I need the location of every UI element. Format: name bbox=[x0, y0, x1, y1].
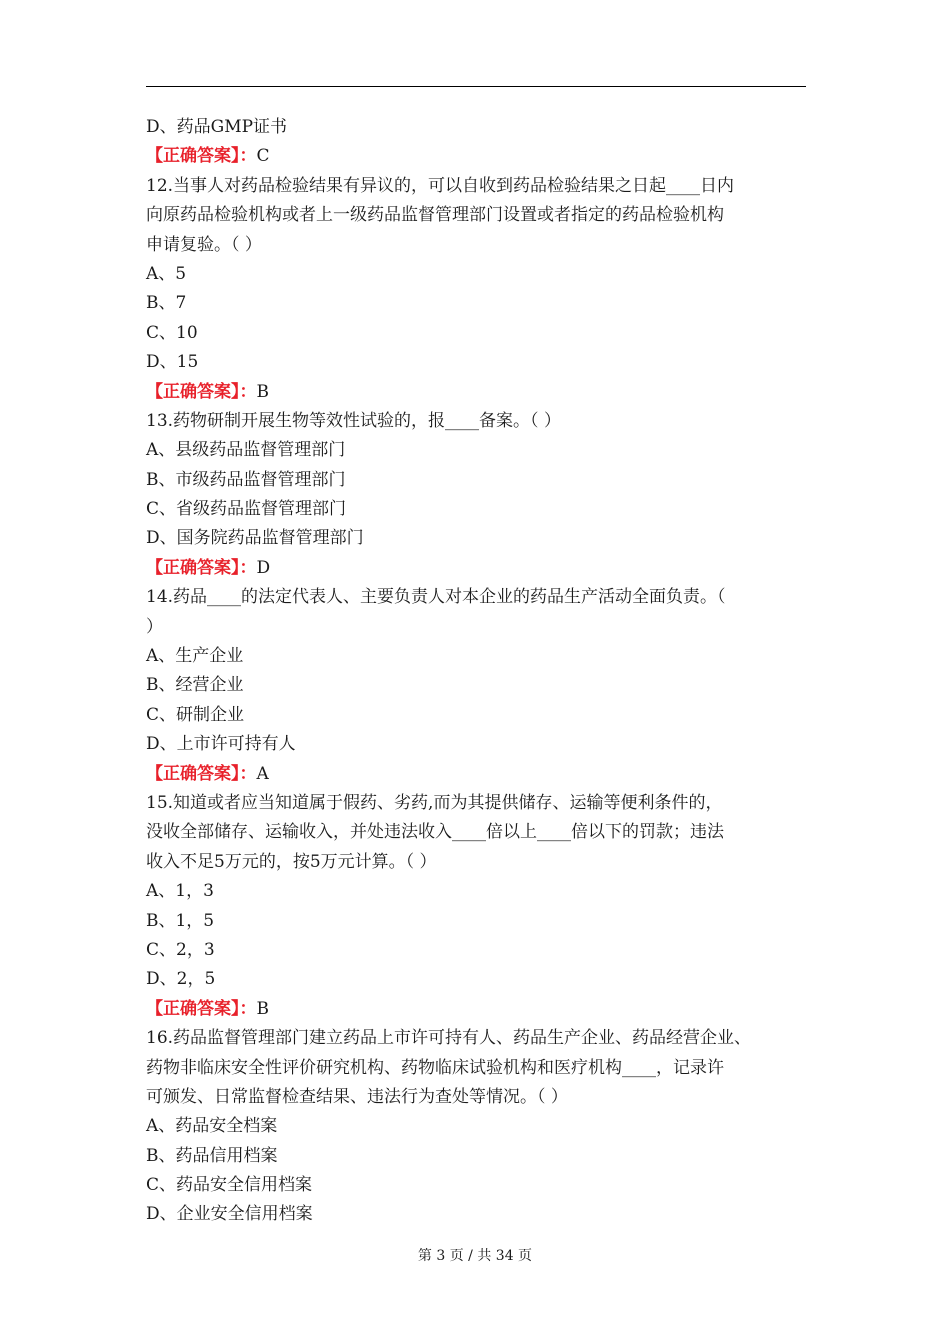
text-line: C、10 bbox=[146, 322, 198, 343]
text-line: 申请复验。（ ） bbox=[146, 234, 262, 255]
answer-label: 【正确答案】： bbox=[146, 998, 257, 1019]
text-line: B、市级药品监督管理部门 bbox=[146, 469, 346, 490]
header-rule bbox=[146, 86, 806, 87]
text-line: D、药品GMP证书 bbox=[146, 117, 288, 137]
text-line: 13.药物研制开展生物等效性试验的，报____备案。（ ） bbox=[146, 410, 561, 431]
text-line: 药物非临床安全性评价研究机构、药物临床试验机构和医疗机构____，记录许 bbox=[146, 1057, 724, 1078]
answer-value: C bbox=[256, 146, 270, 167]
correct-answer-line bbox=[146, 760, 816, 789]
text-line: 没收全部储存、运输收入，并处违法收入____倍以上____倍以下的罚款；违法 bbox=[146, 822, 724, 843]
text-line: ） bbox=[146, 616, 163, 637]
text-line: D、上市许可持有人 bbox=[146, 734, 296, 755]
text-line: 可颁发、日常监督检查结果、违法行为查处等情况。（ ） bbox=[146, 1086, 568, 1107]
text-line: D、15 bbox=[146, 352, 199, 373]
answer-label: 【正确答案】： bbox=[146, 381, 257, 402]
answer-value: A bbox=[256, 763, 269, 784]
page-footer: 第 3 页 / 共 34 页 bbox=[417, 1248, 533, 1264]
answer-value: B bbox=[256, 381, 269, 402]
text-line: B、1，5 bbox=[146, 910, 215, 931]
text-line: 12.当事人对药品检验结果有异议的，可以自收到药品检验结果之日起____日内 bbox=[146, 175, 735, 196]
correct-answer-line bbox=[146, 995, 816, 1024]
correct-answer-line bbox=[146, 142, 816, 171]
text-line: C、2，3 bbox=[146, 939, 215, 960]
answer-label: 【正确答案】： bbox=[146, 146, 257, 167]
text-line: C、药品安全信用档案 bbox=[146, 1175, 313, 1196]
text-line: B、经营企业 bbox=[146, 675, 244, 696]
text-line: A、药品安全档案 bbox=[146, 1116, 278, 1137]
text-line: D、企业安全信用档案 bbox=[146, 1204, 313, 1225]
correct-answer-line bbox=[146, 378, 816, 407]
text-line: A、县级药品监督管理部门 bbox=[146, 440, 346, 461]
text-line: B、7 bbox=[146, 293, 187, 314]
text-line: 14.药品____的法定代表人、主要负责人对本企业的药品生产活动全面负责。（ bbox=[146, 587, 726, 608]
answer-value: D bbox=[256, 557, 271, 578]
answer-label: 【正确答案】： bbox=[146, 557, 257, 578]
text-line: A、5 bbox=[146, 263, 187, 284]
page-body bbox=[146, 113, 816, 1230]
text-line: 收入不足5万元的，按5万元计算。（ ） bbox=[146, 851, 437, 872]
text-line: C、研制企业 bbox=[146, 704, 245, 725]
text-line: B、药品信用档案 bbox=[146, 1145, 278, 1166]
text-line: A、生产企业 bbox=[146, 646, 244, 667]
text-line: 向原药品检验机构或者上一级药品监督管理部门设置或者指定的药品检验机构 bbox=[146, 205, 724, 226]
answer-value: B bbox=[256, 998, 269, 1019]
text-line: A、1，3 bbox=[146, 881, 214, 902]
answer-label: 【正确答案】： bbox=[146, 763, 257, 784]
text-line: D、2，5 bbox=[146, 969, 216, 990]
text-line: D、国务院药品监督管理部门 bbox=[146, 528, 364, 549]
text-line: 15.知道或者应当知道属于假药、劣药,而为其提供储存、运输等便利条件的， bbox=[146, 792, 723, 813]
correct-answer-line bbox=[146, 554, 816, 583]
text-line: C、省级药品监督管理部门 bbox=[146, 499, 347, 520]
text-line: 16.药品监督管理部门建立药品上市许可持有人、药品生产企业、药品经营企业、 bbox=[146, 1028, 752, 1049]
